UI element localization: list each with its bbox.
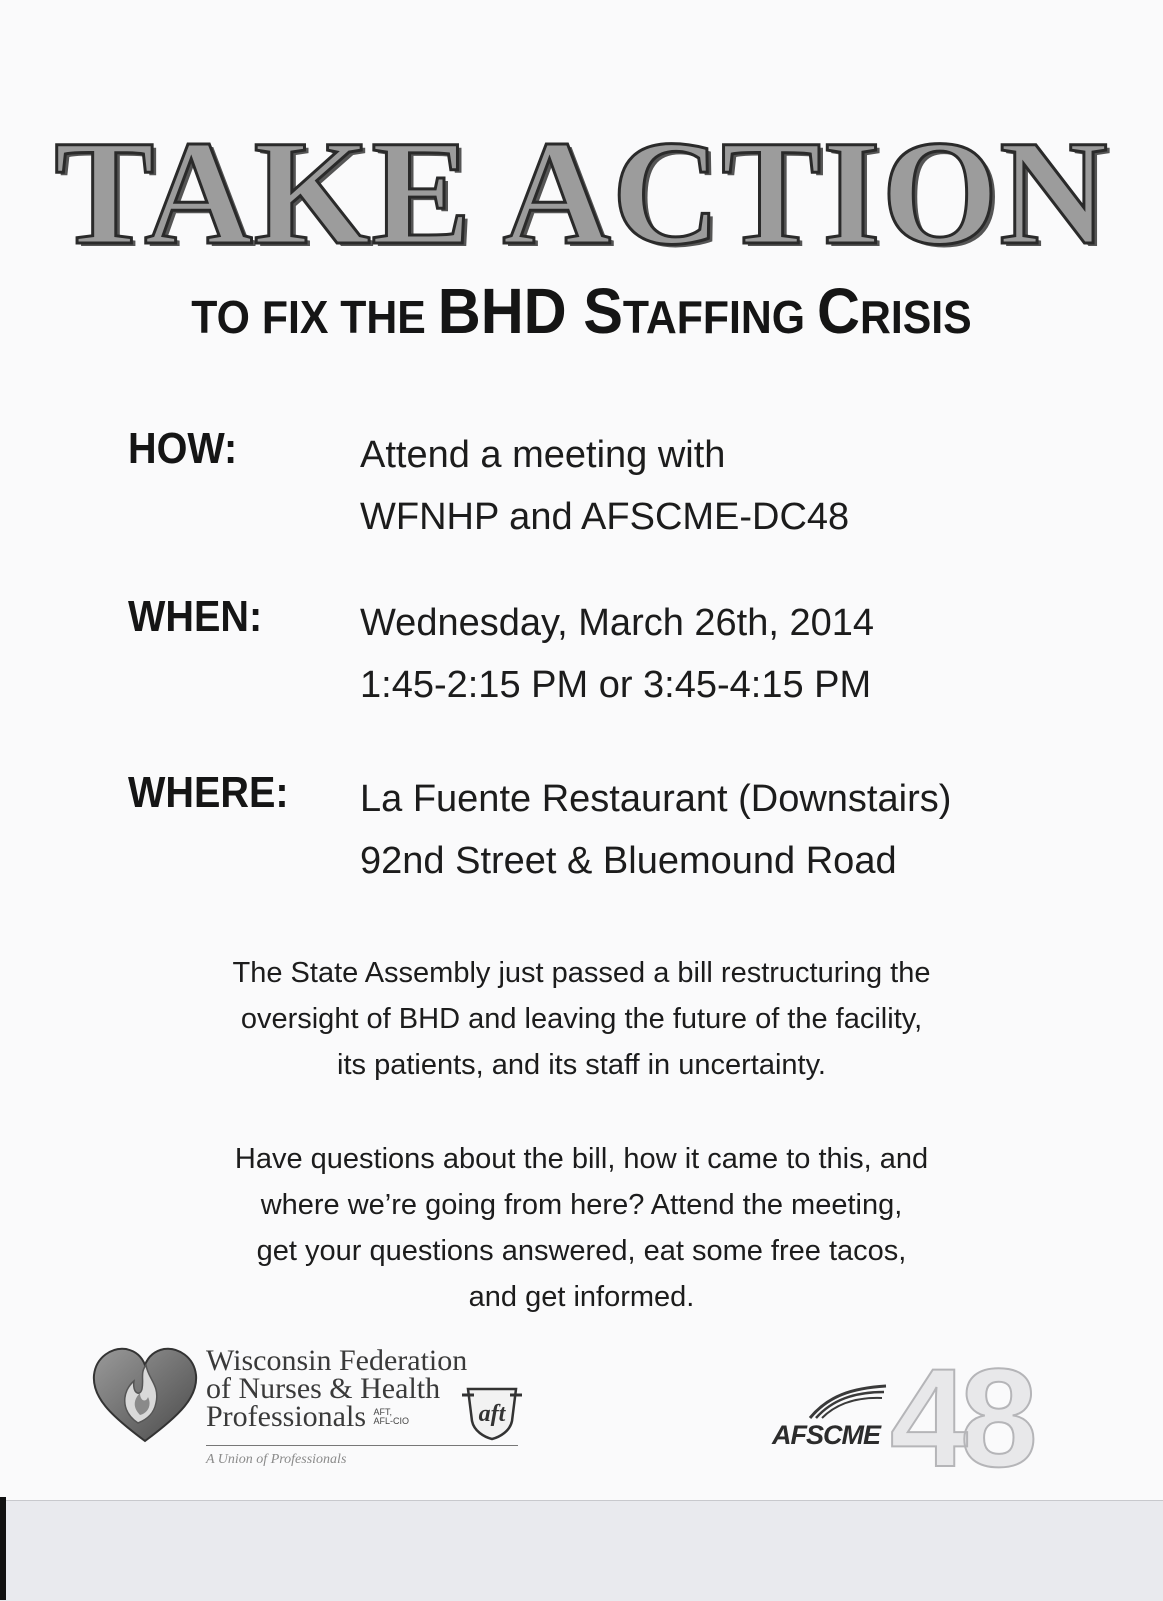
wfnhp-heart-flame-logo [90,1345,200,1445]
afscme-swoosh-icon [808,1384,888,1420]
when-line: 1:45-2:15 PM or 3:45-4:15 PM [360,664,872,706]
how-label: HOW: [128,424,238,473]
how-value [360,424,849,548]
affil-aflcio: AFL-CIO [373,1416,410,1426]
aft-badge-text: aft [478,1401,506,1427]
paragraph-line: Have questions about the bill, how it came to this, and [234,1143,929,1175]
where-value [360,768,951,892]
where-label: WHERE: [128,768,289,817]
flyer-subtitle [41,276,1123,352]
wfnhp-line: Wisconsin Federation [206,1344,468,1377]
scan-edge-shadow [0,1497,6,1600]
wfnhp-tagline: A Union of Professionals [206,1452,347,1467]
when-line: Wednesday, March 26th, 2014 [360,602,875,644]
when-value [360,592,874,716]
paragraph-line: where we’re going from here? Attend the meeting, [260,1189,903,1221]
paragraph-line: The State Assembly just passed a bill restructuring the [232,957,931,989]
how-line: Attend a meeting with [360,434,726,476]
wfnhp-line: of Nurses & Health [206,1372,441,1405]
wfnhp-professionals: Professionals [206,1400,366,1433]
subtitle-crisis-rest: RISIS [859,291,972,343]
paragraph-line: and get informed. [468,1281,695,1313]
wfnhp-line [206,1400,467,1433]
subtitle-prefix: TO FIX THE [191,291,438,343]
flyer-title: TAKE ACTION [54,110,1109,276]
afscme-48-numerals: 48 [890,1339,1030,1496]
paragraph-line: get your questions answered, eat some free tacos, [256,1235,907,1267]
subtitle-staffing-initial: S [566,275,623,347]
paragraph-line: oversight of BHD and leaving the future of the facility, [240,1003,923,1035]
aft-shield-icon [460,1385,524,1441]
wfnhp-name [206,1344,468,1433]
where-line: 92nd Street & Bluemound Road [360,840,897,882]
where-line: La Fuente Restaurant (Downstairs) [360,778,952,820]
subtitle-crisis-initial: C [816,275,860,347]
subtitle-staffing-rest: TAFFING [622,291,817,343]
wfnhp-affiliation [374,1408,410,1426]
affil-aft: AFT, [373,1407,393,1417]
afscme-wordmark: AFSCME [772,1420,880,1450]
paragraph-line: its patients, and its staff in uncertainty. [337,1049,826,1081]
when-label: WHEN: [128,592,263,641]
questions-paragraph [0,1136,1163,1320]
how-line: WFNHP and AFSCME-DC48 [360,496,850,538]
subtitle-bhd: BHD [437,275,567,347]
wfnhp-divider [206,1445,518,1446]
assembly-paragraph [0,950,1163,1088]
scan-bottom-strip [0,1500,1163,1601]
